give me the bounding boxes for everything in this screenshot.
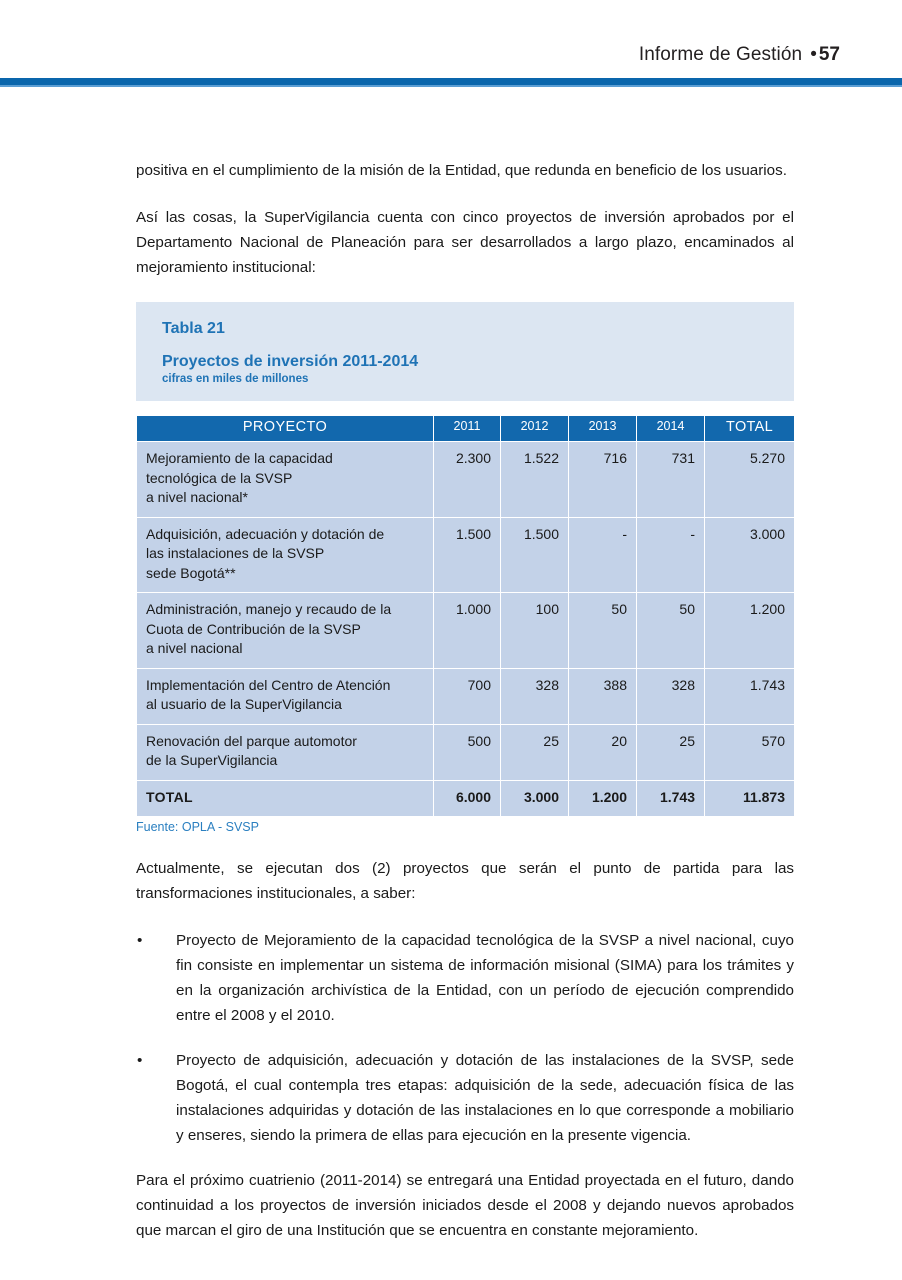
cell-total-grand: 11.873 <box>705 780 795 817</box>
cell-project-name: Administración, manejo y recaudo de la Cuota de Contribución de la SVSP a nivel nacional <box>137 593 434 669</box>
intro-paragraph-2: Así las cosas, la SuperVigilancia cuenta con cinco proyectos de inversión aprobados por el Departamento Nacional de Planeación para ser desarrollados a largo plazo, encaminados al mejoramiento institucional: <box>136 209 794 276</box>
cell-project-name: Implementación del Centro de Atención al usuario de la SuperVigilancia <box>137 668 434 724</box>
cell-value-2013: - <box>569 517 637 593</box>
table-total-row <box>137 780 795 817</box>
header-separator-dot: • <box>810 44 817 65</box>
cell-value-2012: 25 <box>501 724 569 780</box>
document-title: Informe de Gestión <box>638 44 803 65</box>
table-row <box>137 442 795 518</box>
cell-project-name: Adquisición, adecuación y dotación de las instalaciones de la SVSP sede Bogotá** <box>137 517 434 593</box>
cell-value-total: 3.000 <box>705 517 795 593</box>
cell-value-2012: 328 <box>501 668 569 724</box>
table-subtitle: cifras en miles de millones <box>162 373 309 385</box>
column-header-proyecto: PROYECTO <box>137 416 434 442</box>
table-label: Tabla 21 <box>162 320 225 337</box>
cell-value-2011: 2.300 <box>434 442 501 518</box>
cell-value-2011: 1.500 <box>434 517 501 593</box>
cell-total-label: TOTAL <box>137 780 434 817</box>
cell-value-2012: 1.500 <box>501 517 569 593</box>
table-head <box>137 416 795 442</box>
cell-value-2014: 731 <box>637 442 705 518</box>
cell-value-2011: 500 <box>434 724 501 780</box>
cell-value-2014: 25 <box>637 724 705 780</box>
list-item <box>136 1048 794 1148</box>
closing-paragraph: Para el próximo cuatrienio (2011-2014) se entregará una Entidad proyectada en el futuro, dando continuidad a los proyectos de inversión iniciados desde el 2008 y dejando nuevos aprobados que marcan el giro de una Institución que se encuentra en constante mejoramiento. <box>136 1172 794 1239</box>
list-item-text: Proyecto de Mejoramiento de la capacidad tecnológica de la SVSP a nivel nacional, cuyo fin consiste en implementar un sistema de información misional (SIMA) para los trámites y en la organización archivística de la Entidad, con un período de ejecución comprendido entre el 2008 y el 2010. <box>176 932 794 1024</box>
table-row <box>137 517 795 593</box>
table-body <box>137 442 795 817</box>
cell-value-total: 5.270 <box>705 442 795 518</box>
page-running-header <box>0 44 902 74</box>
table-row <box>137 724 795 780</box>
cell-value-total: 1.743 <box>705 668 795 724</box>
table-header-row <box>137 416 795 442</box>
cell-value-2013: 20 <box>569 724 637 780</box>
after-table-paragraph: Actualmente, se ejecutan dos (2) proyectos que serán el punto de partida para las transformaciones institucionales, a saber: <box>136 860 794 902</box>
list-item <box>136 928 794 1028</box>
project-bullet-list <box>136 928 794 1148</box>
column-header-2013: 2013 <box>569 416 637 442</box>
table-source-note: Fuente: OPLA - SVSP <box>136 820 259 834</box>
cell-value-2012: 1.522 <box>501 442 569 518</box>
table-row <box>137 593 795 669</box>
page-content <box>136 158 794 1243</box>
cell-value-2013: 716 <box>569 442 637 518</box>
cell-project-name: Mejoramiento de la capacidad tecnológica de la SVSP a nivel nacional* <box>137 442 434 518</box>
column-header-2014: 2014 <box>637 416 705 442</box>
cell-project-name: Renovación del parque automotor de la SuperVigilancia <box>137 724 434 780</box>
table-row <box>137 668 795 724</box>
cell-value-2013: 388 <box>569 668 637 724</box>
column-header-total: TOTAL <box>705 416 795 442</box>
cell-total-2011: 6.000 <box>434 780 501 817</box>
cell-value-2014: 328 <box>637 668 705 724</box>
cell-value-2014: - <box>637 517 705 593</box>
cell-value-total: 570 <box>705 724 795 780</box>
bullet-marker-icon: • <box>137 1052 143 1069</box>
cell-total-2014: 1.743 <box>637 780 705 817</box>
header-rule-dark <box>0 78 902 85</box>
cell-value-total: 1.200 <box>705 593 795 669</box>
column-header-2012: 2012 <box>501 416 569 442</box>
cell-value-2011: 700 <box>434 668 501 724</box>
list-item-text: Proyecto de adquisición, adecuación y dotación de las instalaciones de la SVSP, sede Bogotá, el cual contempla tres etapas: adquisición de la sede, adecuación física de las instalaciones adquiridas y dotación de las instalaciones en lo que corresponde a mobiliario y enseres, siendo la primera de ellas para ejecución en la presente vigencia. <box>176 1052 794 1144</box>
column-header-2011: 2011 <box>434 416 501 442</box>
table-caption-box <box>136 302 794 401</box>
cell-total-2013: 1.200 <box>569 780 637 817</box>
intro-paragraph-1: positiva en el cumplimiento de la misión de la Entidad, que redunda en beneficio de los usuarios. <box>136 162 787 179</box>
cell-value-2014: 50 <box>637 593 705 669</box>
cell-value-2013: 50 <box>569 593 637 669</box>
header-rule-light <box>0 85 902 87</box>
investment-projects-table <box>136 415 795 817</box>
cell-value-2011: 1.000 <box>434 593 501 669</box>
table-title: Proyectos de inversión 2011-2014 <box>162 353 419 370</box>
bullet-marker-icon: • <box>137 932 143 949</box>
page-number: 57 <box>818 44 840 65</box>
cell-total-2012: 3.000 <box>501 780 569 817</box>
cell-value-2012: 100 <box>501 593 569 669</box>
